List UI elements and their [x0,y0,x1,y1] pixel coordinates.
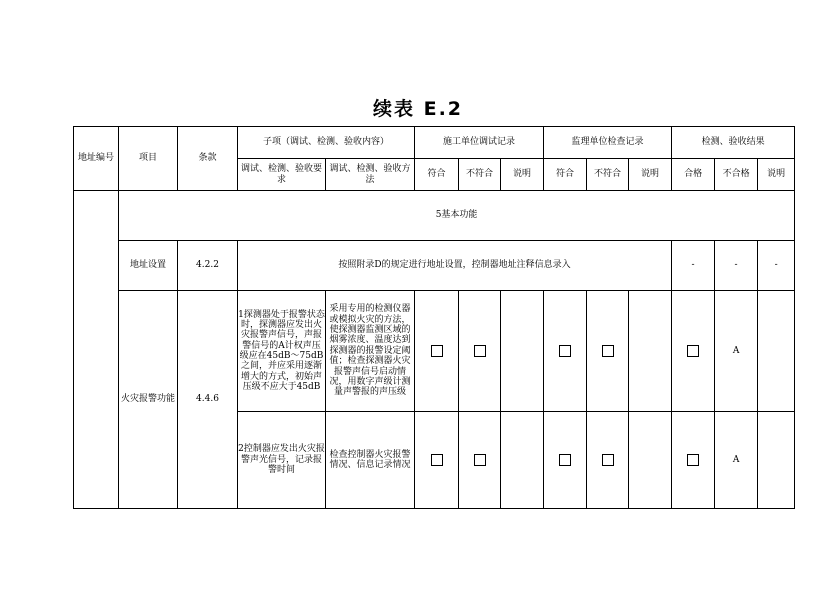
alarm-method-2: 检查控制器火灾报警情况、信息记录情况 [326,412,415,509]
header-result: 检测、验收结果 [672,127,795,159]
construction-conform-checkbox[interactable] [431,345,443,357]
header-clause: 条款 [178,127,238,191]
construction-conform-cell [415,291,459,412]
supervision-conform-checkbox[interactable] [559,345,571,357]
result-fail-mark: A [715,412,758,509]
supervision-nonconform-cell [587,291,629,412]
supervision-note-cell [629,291,672,412]
header-method: 调试、检测、验收方法 [326,159,415,191]
page-title: 续表 E.2 [372,98,464,120]
address-content: 按照附录D的规定进行地址设置，控制器地址注释信息录入 [238,241,672,291]
result-pass-checkbox[interactable] [687,454,699,466]
header-construction-nonconform: 不符合 [459,159,501,191]
header-result-fail: 不合格 [715,159,758,191]
construction-nonconform-cell [459,291,501,412]
result-pass-cell [672,291,715,412]
section-row [74,191,795,241]
section-title: 5基本功能 [119,191,795,241]
address-fail: - [715,241,758,291]
inspection-table [73,126,795,509]
construction-nonconform-cell [459,412,501,509]
result-fail-mark: A [715,291,758,412]
header-construction-note: 说明 [501,159,544,191]
supervision-note-cell [629,412,672,509]
supervision-nonconform-checkbox[interactable] [602,345,614,357]
supervision-conform-cell [544,412,587,509]
result-note-cell [758,412,795,509]
supervision-conform-cell [544,291,587,412]
alarm-req-2: 2控制器应发出火灾报警声光信号，记录报警时间 [238,412,326,509]
alarm-method-1: 采用专用的检测仪器或模拟火灾的方法，使探测器监测区域的烟雾浓度、温度达到探测器的报警设定阈值；检查探测器火灾报警声信号启动情况，用数字声级计测量声警报的声压级 [326,291,415,412]
header-sub-item: 子项（调试、检测、验收内容） [238,127,415,159]
construction-note-cell [501,412,544,509]
supervision-nonconform-checkbox[interactable] [602,454,614,466]
header-result-note: 说明 [758,159,795,191]
header-item: 项目 [119,127,178,191]
address-clause: 4.2.2 [178,241,238,291]
header-req: 调试、检测、验收要求 [238,159,326,191]
header-supervision-nonconform: 不符合 [587,159,629,191]
header-row-1 [74,127,795,159]
alarm-req-1: 1探测器处于报警状态时，探测器应发出火灾报警声信号，声报警信号的A计权声压级应在45dB～75dB之间，并应采用逐渐增大的方式，初始声压级不应大于45dB [238,291,326,412]
address-pass: - [672,241,715,291]
address-setting-row [74,241,795,291]
header-construction-conform: 符合 [415,159,459,191]
header-construction: 施工单位调试记录 [415,127,544,159]
header-address-no: 地址编号 [74,127,119,191]
alarm-item: 火灾报警功能 [119,291,178,509]
header-supervision: 监理单位检查记录 [544,127,672,159]
address-note: - [758,241,795,291]
construction-nonconform-checkbox[interactable] [474,454,486,466]
result-pass-cell [672,412,715,509]
construction-conform-cell [415,412,459,509]
header-supervision-conform: 符合 [544,159,587,191]
construction-conform-checkbox[interactable] [431,454,443,466]
result-note-cell [758,291,795,412]
construction-note-cell [501,291,544,412]
address-item: 地址设置 [119,241,178,291]
supervision-conform-checkbox[interactable] [559,454,571,466]
construction-nonconform-checkbox[interactable] [474,345,486,357]
supervision-nonconform-cell [587,412,629,509]
address-no-cell [74,191,119,509]
header-supervision-note: 说明 [629,159,672,191]
header-result-pass: 合格 [672,159,715,191]
result-pass-checkbox[interactable] [687,345,699,357]
alarm-clause: 4.4.6 [178,291,238,509]
alarm-row-1 [74,291,795,412]
